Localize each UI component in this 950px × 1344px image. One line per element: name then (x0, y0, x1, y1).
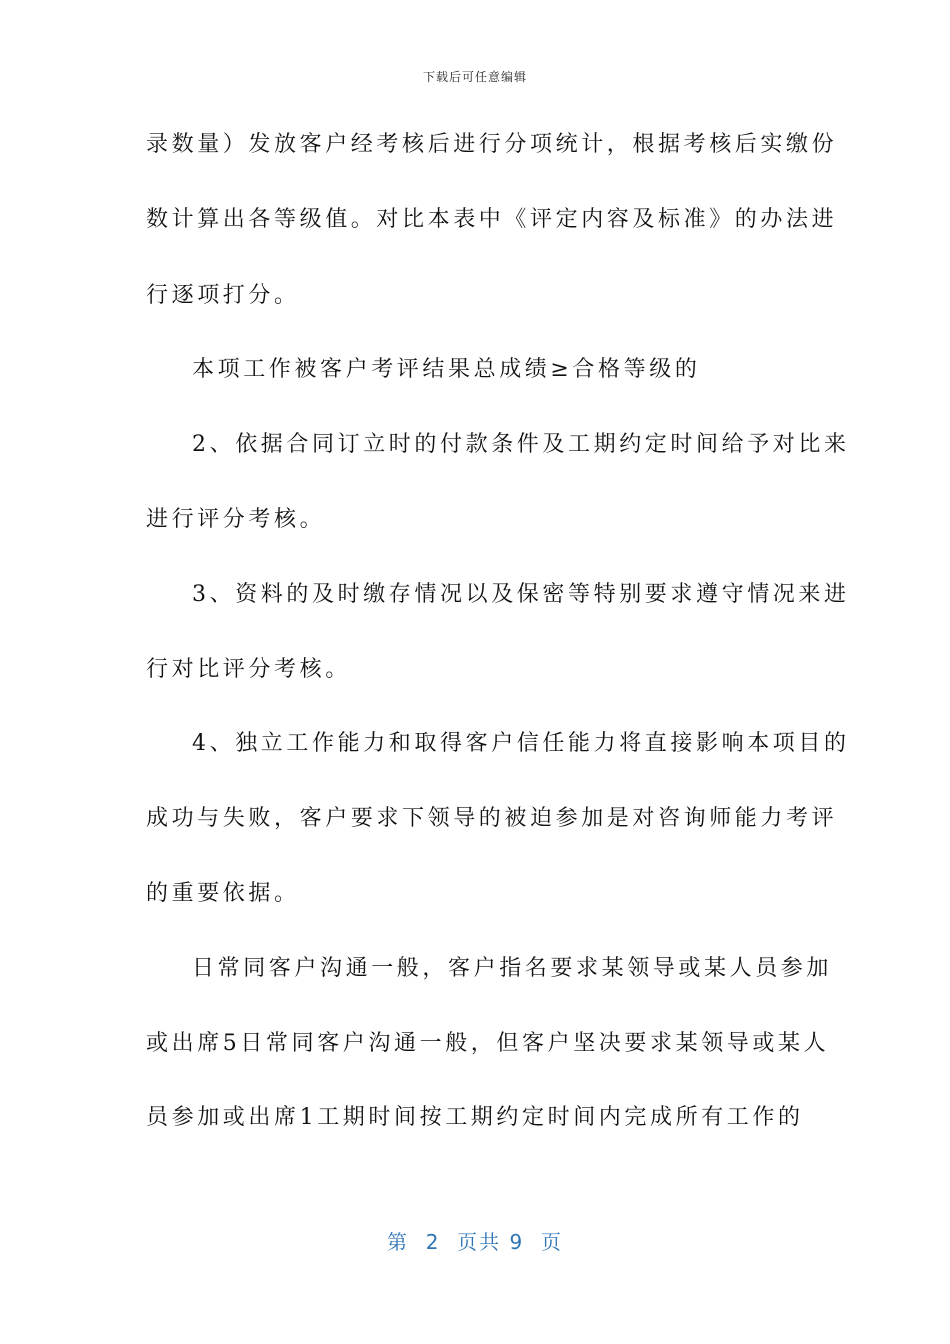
paragraph-line: 或出席5日常同客户沟通一般，但客户坚决要求某领导或某人 (146, 1031, 830, 1056)
paragraph-line: 数计算出各等级值。对比本表中《评定内容及标准》的办法进 (146, 207, 838, 232)
paragraph-line: 2、依据合同订立时的付款条件及工期约定时间给予对比来 (192, 432, 850, 457)
paragraph-line: 日常同客户沟通一般，客户指名要求某领导或某人员参加 (192, 956, 833, 981)
paragraph-line: 3、资料的及时缴存情况以及保密等特别要求遵守情况来进 (192, 582, 850, 607)
paragraph-line: 的重要依据。 (146, 881, 300, 906)
paragraph-line: 行逐项打分。 (146, 283, 300, 308)
paragraph-line: 员参加或出席1工期时间按工期约定时间内完成所有工作的 (146, 1105, 804, 1130)
paragraph-line: 4、独立工作能力和取得客户信任能力将直接影响本项目的 (192, 731, 850, 756)
paragraph-line: 录数量）发放客户经考核后进行分项统计，根据考核后实缴份 (146, 132, 838, 157)
header-note: 下载后可任意编辑 (422, 70, 527, 84)
paragraph-line: 成功与失败，客户要求下领导的被迫参加是对咨询师能力考评 (146, 806, 838, 831)
paragraph-line: 行对比评分考核。 (146, 657, 351, 682)
page-number-footer: 第 2 页共 9 页 (387, 1230, 563, 1254)
paragraph-line: 本项工作被客户考评结果总成绩≥合格等级的 (192, 357, 701, 382)
paragraph-line: 进行评分考核。 (146, 507, 326, 532)
